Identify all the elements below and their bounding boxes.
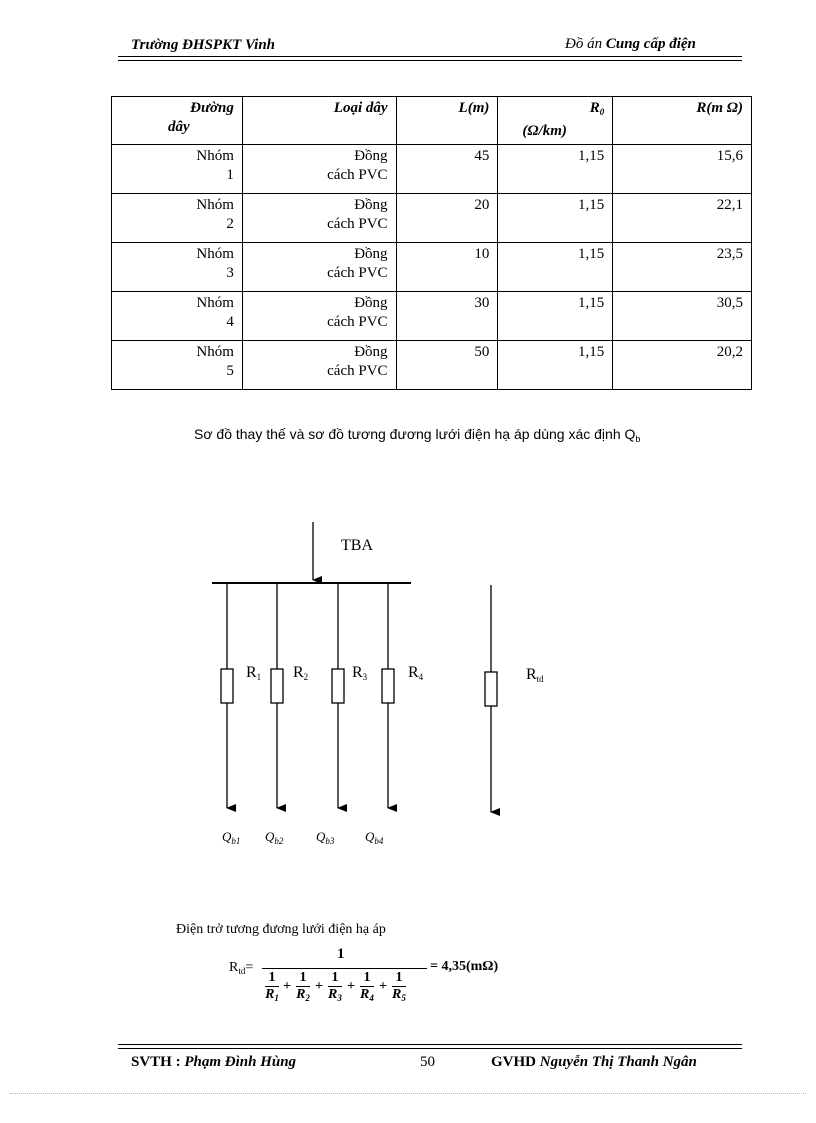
header-right-prefix: Đồ án	[565, 36, 603, 52]
resistor-1	[221, 669, 233, 703]
label-r1: $R_1$	[246, 664, 262, 682]
label-q3: $Q_{b3}$	[316, 829, 335, 846]
label-q1: $Q_{b1}$	[222, 829, 241, 846]
tba-label: TBA	[341, 537, 373, 554]
col-r: R(m Ω)	[613, 97, 752, 145]
header-left: Trường ĐHSPKT Vinh	[131, 37, 276, 53]
footer-rule-top	[118, 1044, 742, 1045]
formula-intro: Điện trở tương đương lưới điện hạ áp	[176, 922, 386, 937]
formula-denominator: 1 $R_1$ + 1 $R_2$ + 1 $R_3$ + 1 $R_4$ + 1 $R_5$	[262, 970, 410, 1003]
label-r2: $R_2$	[293, 664, 309, 682]
term-2: 1 $R_2$	[296, 970, 310, 1003]
table-row: Nhóm 5 Đồng cách PVC 50 1,15 20,2	[112, 341, 752, 390]
col-loai-day: Loại dây	[242, 97, 396, 145]
table-row: Nhóm 2 Đồng cách PVC 20 1,15 22,1	[112, 194, 752, 243]
header-right-title: Cung cấp điện	[605, 36, 696, 52]
term-5: 1 $R_5$	[392, 970, 406, 1003]
formula-main-bar	[262, 968, 427, 969]
col-duong-day: Đường dây	[112, 97, 243, 145]
table-row: Nhóm 4 Đồng cách PVC 30 1,15 30,5	[112, 292, 752, 341]
col-length: L(m)	[396, 97, 498, 145]
formula-result: = 4,35(mΩ)	[430, 959, 499, 974]
table-row: Nhóm 3 Đồng cách PVC 10 1,15 23,5	[112, 243, 752, 292]
label-q4: $Q_{b4}$	[365, 829, 384, 846]
diagram-caption: Sơ đồ thay thế và sơ đồ tương đương lưới điện hạ áp dùng xác định $Q_b$	[194, 426, 641, 444]
footer-gvhd: GVHD Nguyễn Thị Thanh Ngân	[491, 1054, 697, 1070]
footer-page-number: 50	[420, 1054, 435, 1070]
formula-numerator: 1	[337, 946, 345, 962]
page-bottom-border	[10, 1093, 806, 1094]
footer-rule-bottom	[118, 1048, 742, 1049]
resistor-4	[382, 669, 394, 703]
label-rtd: $R_{td}$	[526, 666, 544, 684]
formula-lhs: $R_{td}=$	[229, 960, 254, 976]
resistor-3	[332, 669, 344, 703]
col-r0: $R_0$ (Ω/km)	[498, 97, 613, 145]
table-row: Nhóm 1 Đồng cách PVC 45 1,15 15,6	[112, 145, 752, 194]
term-3: 1 $R_3$	[328, 970, 342, 1003]
label-r3: $R_3$	[352, 664, 368, 682]
label-q2: $Q_{b2}$	[265, 829, 284, 846]
label-r4: $R_4$	[408, 664, 424, 682]
resistor-2	[271, 669, 283, 703]
resistor-td	[485, 672, 497, 706]
term-1: 1 $R_1$	[265, 970, 279, 1003]
footer-svth: SVTH : Phạm Đình Hùng	[131, 1054, 297, 1070]
term-4: 1 $R_4$	[360, 970, 374, 1003]
